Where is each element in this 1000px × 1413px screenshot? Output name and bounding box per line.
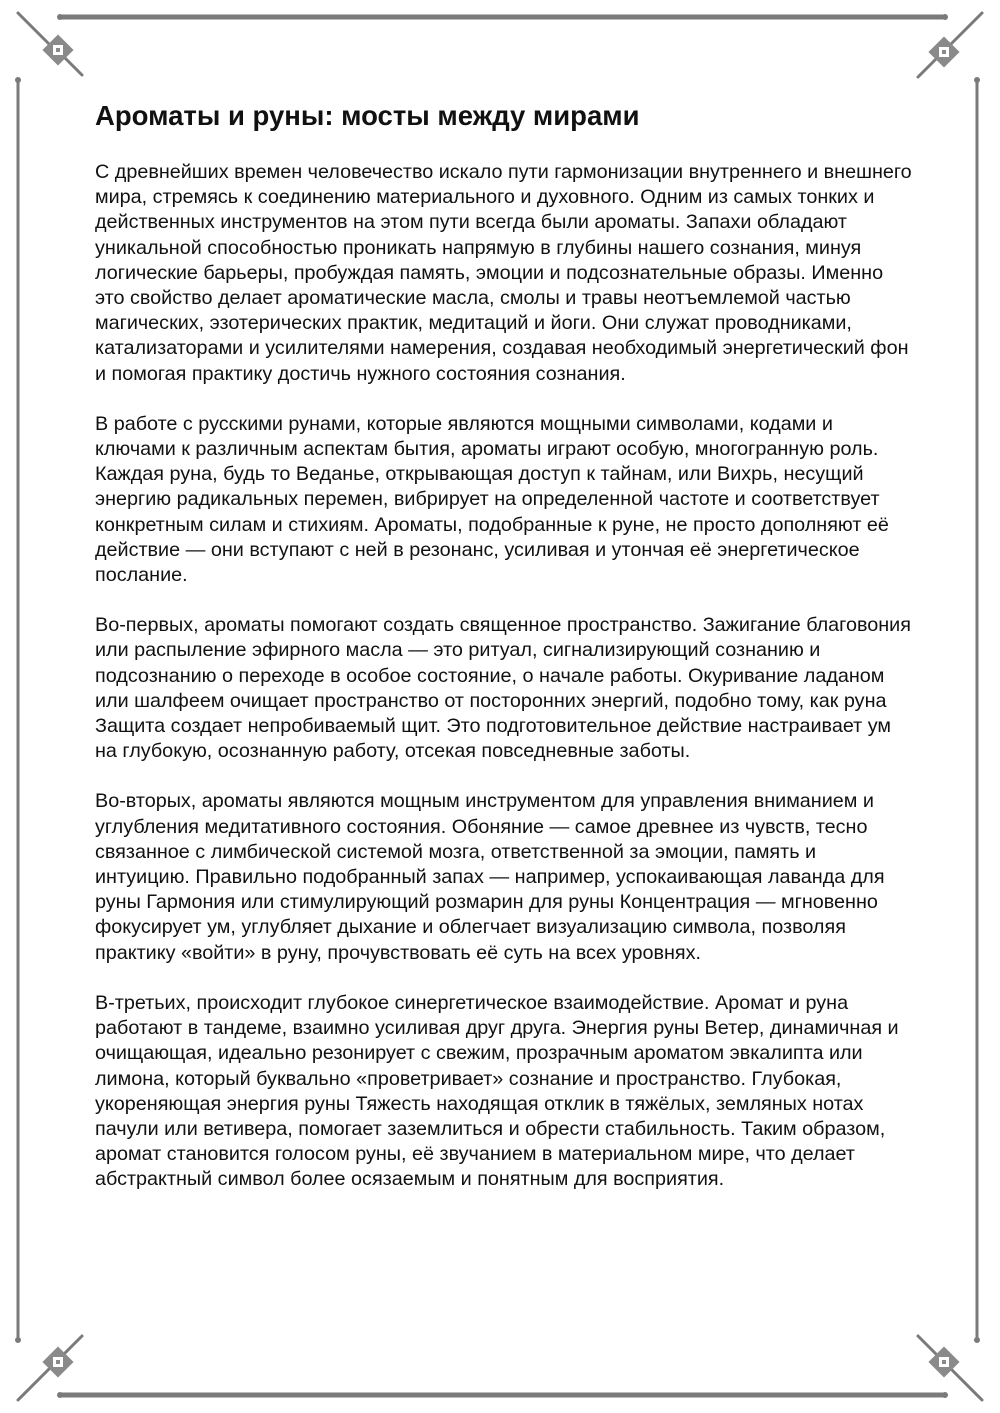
page-title: Ароматы и руны: мосты между мирами <box>95 100 640 131</box>
paragraph-1: С древнейших времен человечество искало пути гармонизации внутреннего и внешнего мира, стремясь к соединению материального и духовного. Одним из самых тонких и действенных инструментов на этом пути всегда были ароматы. Запахи обладают уникальной способностью проникать напрямую в глубины нашего сознания, минуя логические барьеры, пробуждая память, эмоции и подсознательные образы. Именно это свойство делает ароматические масла, смолы и травы неотъемлемой частью магических, эзотерических практик, медитаций и йоги. Они служат проводниками, катализаторами и усилителями намерения, создавая необходимый энергетический фон и помогая практику достичь нужного состояния сознания. <box>95 161 912 385</box>
paragraph-3: Во-первых, ароматы помогают создать священное пространство. Зажигание благовония или распыление эфирного масла — это ритуал, сигнализирующий сознанию и подсознанию о переходе в особое состояние, о начале работы. Окуривание ладаном или шалфеем очищает пространство от посторонних энергий, подобно тому, как руна Защита создает непробиваемый щит. Это подготовительное действие настраивает ум на глубокую, осознанную работу, отсекая повседневные заботы. <box>95 614 911 763</box>
paragraph-4: Во-вторых, ароматы являются мощным инструментом для управления вниманием и углубления медитативного состояния. Обоняние — самое древнее из чувств, тесно связанное с лимбической системой мозга, ответственной за эмоции, память и интуицию. Правильно подобранный запах — например, успокаивающая лаванда для руны Гармония или стимулирующий розмарин для руны Концентрация — мгновенно фокусирует ум, углубляет дыхание и облегчает визуализацию символа, позволяя практику «войти» в руну, прочувствовать её суть на всех уровнях. <box>95 790 885 964</box>
article <box>95 100 915 1218</box>
paragraph-2: В работе с русскими рунами, которые являются мощными символами, кодами и ключами к различным аспектам бытия, ароматы играют особую, многогранную роль. Каждая руна, будь то Веданье, открывающая доступ к тайнам, или Вихрь, несущий энергию радикальных перемен, вибрирует на определенной частоте и соответствует конкретным силам и стихиям. Ароматы, подобранные к руне, не просто дополняют её действие — они вступают с ней в резонанс, усиливая и утончая её энергетическое послание. <box>95 412 889 587</box>
paragraph-5: В-третьих, происходит глубокое синергетическое взаимодействие. Аромат и руна работают в тандеме, взаимно усиливая друг друга. Энергия руны Ветер, динамичная и очищающая, идеально резонирует с свежим, прозрачным ароматом эвкалипта или лимона, который буквально «проветривает» сознание и пространство. Глубокая, укореняющая энергия руны Тяжесть находящая отклик в тяжёлых, земляных нотах пачули или ветивера, помогает заземлиться и обрести стабильность. Таким образом, аромат становится голосом руны, её звучанием в материальном мире, что делает абстрактный символ более осязаемым и понятным для восприятия. <box>95 991 899 1191</box>
